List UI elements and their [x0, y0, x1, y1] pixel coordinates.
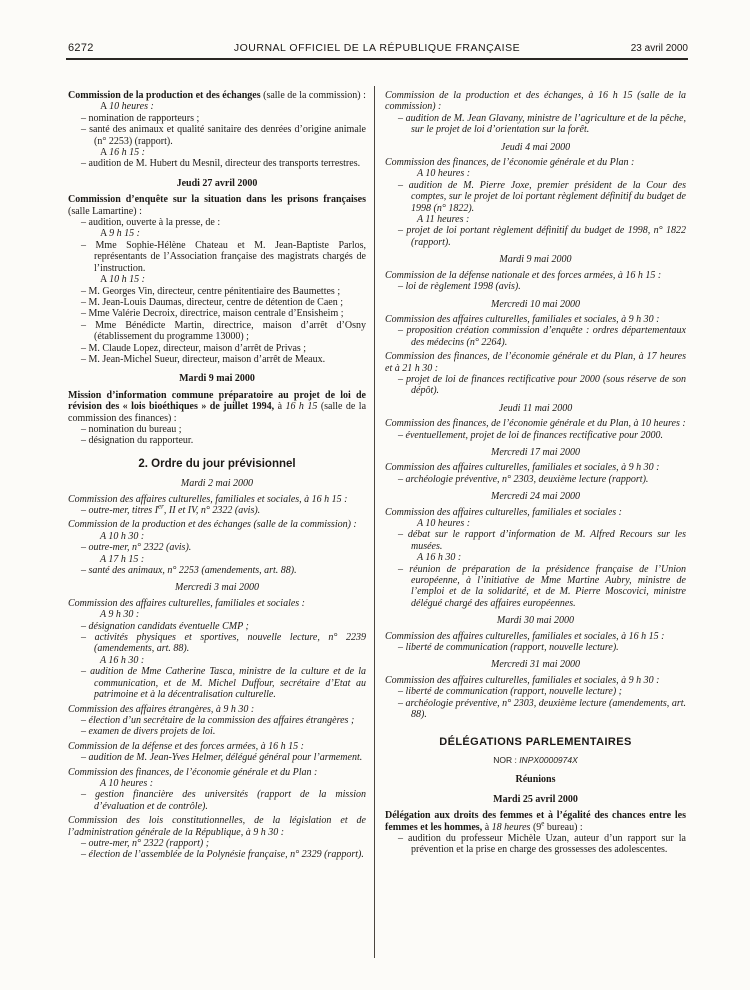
text-run: à	[274, 401, 286, 413]
agenda-item	[68, 286, 366, 297]
date-heading: Mardi 2 mai 2000	[180, 478, 254, 490]
text-run: Délégation aux droits des femmes et à l’égalité des chances entre les femmes et les hommes,	[385, 810, 686, 833]
agenda-entry	[68, 90, 366, 170]
nor-reference	[385, 755, 686, 766]
agenda-entry	[385, 675, 686, 721]
text-run: – nomination du bureau ;	[81, 423, 182, 435]
entry-lead	[68, 598, 366, 609]
text-run: A	[100, 228, 110, 240]
text-run: A 10 heures :	[100, 777, 154, 789]
text-run: – élection d’un secrétaire de la commission des affaires étrangères ;	[81, 714, 355, 726]
text-run: – santé des animaux, n° 2253 (amendements, art. 88).	[81, 565, 297, 577]
agenda-entry	[385, 462, 686, 485]
entry-lead	[68, 767, 366, 778]
entry-lead	[385, 810, 686, 833]
text-run: (salle de la commission) :	[260, 90, 366, 101]
text-run: – audition de M. Jean Glavany, ministre de l’agriculture et de la pêche, sur le projet de loi d’orientation sur la forêt.	[398, 112, 686, 136]
agenda-item	[68, 124, 366, 147]
entry-lead	[68, 815, 366, 838]
agenda-entry	[385, 418, 686, 441]
text-run: A 10 heures :	[417, 168, 471, 180]
agenda-item	[68, 424, 366, 435]
left-column	[68, 88, 366, 864]
text-run: A	[100, 147, 110, 159]
entry-lead	[385, 314, 686, 325]
date-heading: Mardi 9 mai 2000	[179, 373, 255, 385]
text-run: – Mme Sophie-Hélène Chateau et M. Jean-Baptiste Parlos, représentants de l’Association française des magistrats chargés de l’instruction.	[81, 239, 366, 274]
text-run: – M. Jean-Louis Daumas, directeur, centre de détention de Caen ;	[81, 296, 344, 308]
text-run: – archéologie préventive, n° 2303, deuxième lecture (amendements, art. 88).	[398, 697, 686, 721]
agenda-item	[385, 374, 686, 397]
text-run: Commission de la défense nationale et des forces armées, à 16 h 15 :	[385, 269, 662, 281]
agenda-item	[385, 325, 686, 348]
text-run: – élection de l’assemblée de la Polynésie française, n° 2329 (rapport).	[81, 849, 364, 861]
text-run: – outre-mer, titres I	[81, 505, 159, 516]
entry-lead	[385, 675, 686, 686]
agenda-item	[68, 354, 366, 365]
time-line	[68, 531, 366, 542]
text-run: – désignation candidats éventuelle CMP ;	[81, 620, 249, 632]
text-run: – audition de Mme Catherine Tasca, ministre de la culture et de la communication, et de M. Michel Duffour, secrétaire d’Etat au patrimoine et à la décentralisation culturelle.	[81, 666, 366, 701]
section-heading: 2. Ordre du jour prévisionnel	[138, 457, 296, 470]
agenda-item	[68, 789, 366, 812]
entry-lead	[385, 462, 686, 473]
journal-title: JOURNAL OFFICIEL DE LA RÉPUBLIQUE FRANÇAISE	[233, 41, 521, 54]
entry-lead	[385, 631, 686, 642]
date-heading: Réunions	[515, 774, 556, 786]
right-column	[385, 88, 686, 859]
text-run: Commission des finances, de l’économie générale et du Plan, à 17 heures et à 21 h 30 :	[385, 351, 686, 374]
text-run: – liberté de communication (rapport, nouvelle lecture) ;	[398, 686, 623, 698]
agenda-item	[385, 564, 686, 610]
text-run: 10 heures :	[109, 101, 154, 113]
text-run: – loi de règlement 1998 (avis).	[398, 281, 521, 293]
time-line	[68, 609, 366, 620]
text-run: Commission des affaires culturelles, familiales et sociales, à 9 h 30 :	[385, 462, 660, 474]
text-run: – M. Georges Vin, directeur, centre pénitentiaire des Baumettes ;	[81, 285, 341, 297]
agenda-entry	[68, 390, 366, 447]
text-run: bureau) :	[544, 821, 583, 833]
time-line	[68, 274, 366, 285]
text-run: – liberté de communication (rapport, nouvelle lecture).	[398, 642, 619, 654]
text-run: – désignation du rapporteur.	[81, 435, 194, 447]
text-run: A 16 h 30 :	[417, 552, 462, 564]
text-run: – audition du professeur Michèle Uzan, auteur d’un rapport sur la prévention et la prise en charge des grossesses des adolescentes.	[398, 832, 686, 856]
text-run: – audition de M. Pierre Joxe, premier président de la Cour des comptes, sur le projet de loi portant règlement définitif du budget de 1998 (n° 1822).	[398, 179, 686, 214]
date-heading: Mercredi 10 mai 2000	[491, 298, 580, 310]
text-run: Commission de la défense et des forces armées, à 16 h 15 :	[68, 740, 304, 752]
entry-lead	[68, 704, 366, 715]
date-heading: Mardi 25 avril 2000	[493, 793, 578, 805]
agenda-entry	[385, 157, 686, 248]
text-run: – nomination de rapporteurs ;	[81, 112, 200, 124]
text-run: Mission d’information commune préparatoire au projet de loi de révision des « lois bioéthiques » de juillet 1994,	[68, 389, 366, 413]
text-run: Commission des affaires étrangères, à 9 h 30 :	[68, 703, 255, 715]
agenda-item	[68, 308, 366, 319]
entry-lead	[68, 519, 366, 530]
agenda-item	[68, 217, 366, 228]
text-run: Commission des affaires culturelles, familiales et sociales, à 16 h 15 :	[385, 630, 665, 642]
time-line	[68, 778, 366, 789]
text-run: Commission de la production et des échanges, à 16 h 15 (salle de la commission) :	[385, 90, 686, 113]
text-run: Commission des affaires culturelles, familiales et sociales :	[385, 506, 623, 518]
text-run: – outre-mer, n° 2322 (avis).	[81, 542, 192, 554]
text-run: – réunion de préparation de la présidence française de l’Union européenne, à l’initiative de Mme Martine Aubry, ministre de l’emploi et de la solidarité, et de M. Pierre Moscovici, ministre délégué chargé des affaires européennes.	[398, 563, 686, 609]
header-rule	[66, 58, 688, 60]
agenda-item	[385, 180, 686, 214]
date-heading: Mercredi 31 mai 2000	[491, 659, 580, 671]
nor-value: INPX0000974X	[519, 754, 578, 765]
text-run: A 10 h 30 :	[100, 530, 145, 542]
text-run: – audition, ouverte à la presse, de :	[81, 217, 221, 229]
entry-lead	[68, 390, 366, 424]
journal-header	[66, 40, 688, 54]
entry-lead	[385, 157, 686, 168]
agenda-item	[385, 642, 686, 653]
text-run: 16 h 15	[285, 401, 318, 413]
agenda-item	[68, 715, 366, 726]
time-line	[385, 552, 686, 563]
agenda-entry	[385, 351, 686, 397]
text-run: 16 h 15 :	[109, 147, 146, 159]
agenda-item	[385, 833, 686, 856]
entry-lead	[68, 90, 366, 101]
text-run: Commission des lois constitutionnelles, de la législation et de l’administration générale de la République, à 9 h 30 :	[68, 815, 366, 838]
text-run: er	[158, 502, 164, 511]
date-heading: Jeudi 11 mai 2000	[498, 402, 573, 414]
date-heading: Mercredi 3 mai 2000	[175, 582, 259, 594]
entry-lead	[68, 741, 366, 752]
text-run: – outre-mer, n° 2322 (rapport) ;	[81, 837, 210, 849]
agenda-entry	[68, 815, 366, 861]
text-run: – examen de divers projets de loi.	[81, 726, 216, 738]
time-line	[68, 228, 366, 239]
date-heading: Jeudi 4 mai 2000	[500, 141, 571, 153]
text-run: – archéologie préventive, n° 2303, deuxième lecture (rapport).	[398, 473, 649, 485]
text-run: Commission des affaires culturelles, familiales et sociales :	[68, 597, 306, 609]
text-run: à	[482, 821, 492, 833]
agenda-item	[68, 726, 366, 737]
agenda-item	[385, 113, 686, 136]
agenda-item	[385, 686, 686, 697]
text-run: A 10 heures :	[417, 518, 471, 529]
agenda-item	[68, 320, 366, 343]
issue-date: 23 avril 2000	[630, 42, 688, 54]
text-run: Commission des affaires culturelles, familiales et sociales, à 9 h 30 :	[385, 313, 660, 325]
date-heading: Mardi 9 mai 2000	[499, 254, 572, 266]
text-run: A	[100, 101, 110, 113]
agenda-item	[385, 281, 686, 292]
time-line	[68, 101, 366, 112]
text-run: Commission de la production et des échanges	[68, 90, 261, 101]
text-run: – audition de M. Hubert du Mesnil, directeur des transports terrestres.	[81, 158, 361, 170]
agenda-item	[68, 158, 366, 169]
agenda-item	[68, 752, 366, 763]
text-run: – Mme Valérie Decroix, directrice, maison centrale d’Ensisheim ;	[81, 308, 344, 320]
nor-label: NOR :	[493, 754, 520, 765]
agenda-entry	[68, 704, 366, 738]
agenda-entry	[385, 270, 686, 293]
entry-lead	[68, 494, 366, 505]
entry-lead	[385, 90, 686, 113]
text-run: (salle de la commission des finances) :	[68, 401, 367, 424]
entry-lead	[385, 507, 686, 518]
time-line	[68, 147, 366, 158]
agenda-item	[68, 666, 366, 700]
section-heading: DÉLÉGATIONS PARLEMENTAIRES	[439, 735, 632, 748]
agenda-entry	[385, 90, 686, 136]
date-heading: Mercredi 24 mai 2000	[491, 491, 580, 503]
text-run: 18 heures	[491, 821, 531, 833]
text-run: – projet de loi portant règlement définitif du budget de 1998, n° 1822 (rapport).	[398, 225, 686, 248]
agenda-entry	[385, 631, 686, 654]
text-run: e	[541, 819, 545, 828]
text-run: Commission d’enquête sur la situation dans les prisons françaises	[68, 194, 366, 206]
agenda-item	[385, 225, 686, 248]
agenda-item	[68, 113, 366, 124]
entry-lead	[385, 351, 686, 374]
page-number: 6272	[68, 41, 94, 54]
text-run: Commission de la production et des échanges (salle de la commission) :	[68, 519, 357, 531]
agenda-item	[68, 621, 366, 632]
date-heading: Jeudi 27 avril 2000	[176, 177, 258, 189]
agenda-item	[68, 632, 366, 655]
time-line	[68, 554, 366, 565]
agenda-entry	[68, 741, 366, 764]
entry-lead	[68, 194, 366, 217]
date-heading: Mardi 30 mai 2000	[496, 615, 575, 627]
column-divider	[374, 86, 375, 958]
time-line	[385, 168, 686, 179]
agenda-item	[68, 838, 366, 849]
date-heading: Mercredi 17 mai 2000	[491, 446, 580, 458]
text-run: 10 h 15 :	[109, 274, 146, 286]
text-run: A 17 h 15 :	[100, 553, 145, 565]
agenda-item	[68, 849, 366, 860]
text-run: 9 h 15 :	[109, 228, 141, 240]
text-run: – projet de loi de finances rectificative pour 2000 (sous réserve de son dépôt).	[398, 373, 686, 397]
text-run: A 9 h 30 :	[100, 609, 140, 621]
text-run: – éventuellement, projet de loi de finances rectificative pour 2000.	[398, 429, 664, 441]
text-run: – santé des animaux et qualité sanitaire des denrées d’origine animale (n° 2253) (rapport).	[81, 124, 366, 147]
text-run: – débat sur le rapport d’information de M. Alfred Recours sur les musées.	[398, 529, 686, 552]
text-run: Commission des affaires culturelles, familiales et sociales, à 9 h 30 :	[385, 674, 660, 686]
agenda-entry	[68, 494, 366, 517]
time-line	[68, 655, 366, 666]
text-run: Commission des finances, de l’économie générale et du Plan :	[385, 157, 635, 169]
entry-lead	[385, 270, 686, 281]
text-run: Commission des affaires culturelles, familiales et sociales, à 16 h 15 :	[68, 493, 348, 505]
text-run: (9	[530, 821, 542, 833]
agenda-item	[385, 430, 686, 441]
text-run: A 16 h 30 :	[100, 654, 145, 666]
text-run: , II et IV, n° 2322 (avis).	[163, 505, 261, 516]
time-line	[385, 518, 686, 529]
text-run: Commission des finances, de l’économie générale et du Plan :	[68, 766, 318, 778]
entry-lead	[385, 418, 686, 429]
agenda-item	[68, 297, 366, 308]
text-run: – gestion financière des universités (rapport de la mission d’évaluation et de contrôle).	[81, 789, 366, 812]
agenda-item	[385, 529, 686, 552]
agenda-item	[68, 343, 366, 354]
agenda-item	[385, 474, 686, 485]
text-run: – proposition création commission d’enquête : ordres départementaux des médecins (n° 2264).	[398, 325, 686, 348]
text-run: Commission des finances, de l’économie générale et du Plan, à 10 heures :	[385, 418, 686, 430]
agenda-entry	[68, 519, 366, 576]
agenda-entry	[385, 314, 686, 348]
agenda-entry	[385, 810, 686, 856]
text-run: – Mme Bénédicte Martin, directrice, maison d’arrêt d’Osny (établissement du programme 13000) ;	[81, 319, 366, 343]
text-run: – audition de M. Jean-Yves Helmer, délégué général pour l’armement.	[81, 752, 363, 764]
text-run: – activités physiques et sportives, nouvelle lecture, n° 2239 (amendements, art. 88).	[81, 632, 366, 655]
agenda-entry	[385, 507, 686, 610]
text-run: A	[100, 274, 110, 286]
agenda-entry	[68, 194, 366, 365]
agenda-item	[68, 240, 366, 274]
agenda-item	[385, 698, 686, 721]
text-run: A 11 heures :	[417, 214, 470, 226]
agenda-item	[68, 542, 366, 553]
agenda-entry	[68, 598, 366, 701]
text-run: – M. Claude Lopez, directeur, maison d’arrêt de Privas ;	[81, 342, 307, 354]
agenda-item	[68, 565, 366, 576]
agenda-item	[68, 502, 366, 516]
time-line	[385, 214, 686, 225]
agenda-entry	[68, 767, 366, 813]
text-run: (salle Lamartine) :	[68, 205, 142, 217]
agenda-item	[68, 435, 366, 446]
text-run: – M. Jean-Michel Sueur, directeur, maison d’arrêt de Meaux.	[81, 353, 326, 365]
